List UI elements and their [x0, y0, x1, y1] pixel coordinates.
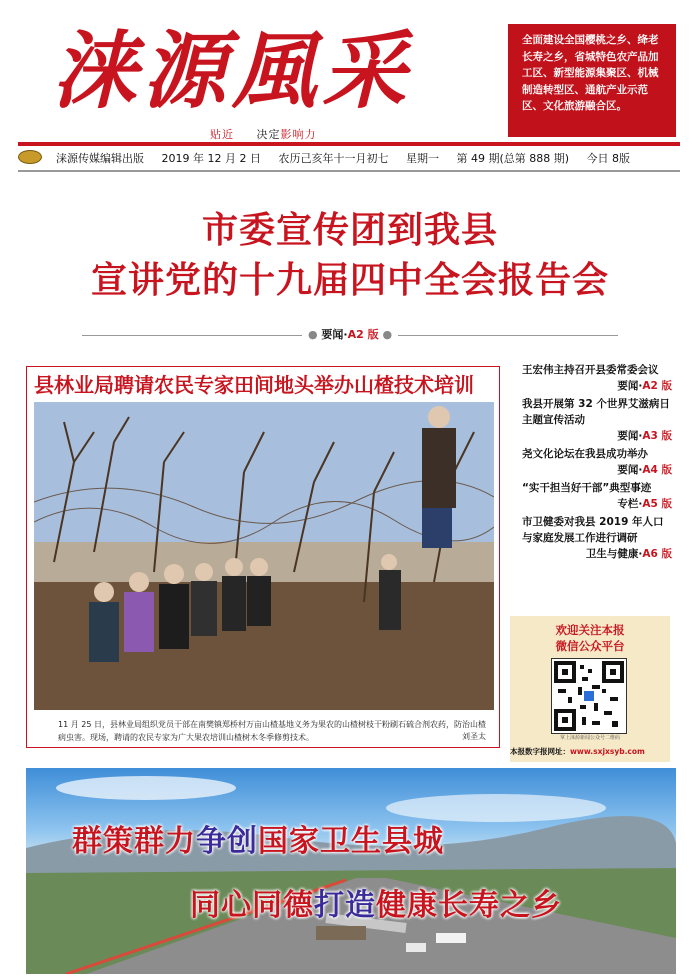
slogan-text: 群策群力	[72, 824, 196, 859]
slogan-highlight: 打造	[314, 888, 376, 923]
qr-code-icon[interactable]	[551, 658, 627, 734]
page-index	[512, 362, 672, 564]
feature-credit: 刘圣太	[462, 732, 486, 741]
index-item-title: 我县开展第 32 个世界艾滋病日主题宣传活动	[522, 398, 670, 426]
slogan-text: 国家卫生县城	[258, 824, 444, 859]
index-item[interactable]	[512, 514, 672, 562]
weekday: 星期一	[405, 152, 439, 165]
slogan-part3: 影响力	[280, 128, 317, 141]
digital-edition-url[interactable]	[510, 746, 680, 757]
index-item-ref	[512, 462, 672, 478]
ref-label: 卫生与健康·	[585, 548, 643, 560]
banner-landscape	[26, 768, 676, 974]
ref-page: A2 版	[642, 380, 672, 392]
orchard-photo-illustration	[34, 402, 494, 710]
url-link[interactable]: www.sxjxsyb.com	[570, 747, 645, 756]
ref-label: 要闻·	[617, 430, 643, 442]
publisher-logo-icon	[18, 150, 42, 164]
promo-box: 全面建设全国樱桃之乡、绛老长寿之乡，省城特色农产品加工区、新型能源集聚区、机械制造转型区、通航产业示范区、文化旅游融合区。	[508, 24, 676, 137]
bullet-icon: ●	[307, 328, 318, 341]
publisher: 涞源传媒编辑出版	[56, 152, 144, 165]
feature-caption: 11 月 25 日，县林业局组织党员干部在南樊镇郑桥村万亩山楂基地义务为果农的山楂树枝干粉刷石硫合剂农药，防治山楂病虫害。现场，聘请的农民专家为广大果农培训山楂树木冬季修剪技术。	[58, 720, 486, 742]
masthead-title: 涞源風采	[52, 21, 413, 120]
slogan-text: 同心同德	[190, 888, 314, 923]
index-item-title: 尧文化论坛在我县成功举办	[522, 448, 648, 460]
qr-caption: 掌上涞源新闻公众号二维码	[559, 735, 620, 741]
index-item[interactable]	[512, 446, 672, 478]
masthead-slogan	[210, 126, 316, 142]
headline-line2: 宣讲党的十九届四中全会报告会	[90, 260, 609, 301]
issue-number: 第 49 期(总第 888 期)	[456, 152, 570, 165]
ref-page: A2 版	[347, 328, 379, 341]
slogan-text: 健康长寿之乡	[376, 888, 562, 923]
url-label: 本报数字报网址：	[510, 747, 570, 756]
slogan-part1: 贴近	[210, 128, 234, 141]
index-item-ref	[512, 428, 672, 444]
headline-line1: 市委宣传团到我县	[201, 210, 498, 251]
index-item-title: “实干担当好干部”典型事迹	[522, 482, 652, 494]
issue-date: 2019 年 12 月 2 日	[161, 152, 261, 165]
bottom-banner	[26, 768, 676, 974]
slogan-highlight: 争创	[196, 824, 258, 859]
banner-slogan-line2	[190, 880, 562, 924]
qr-pattern	[552, 659, 626, 733]
qr-title-line1: 欢迎关注本报	[555, 623, 625, 637]
index-item-ref	[512, 378, 672, 394]
ref-page: A5 版	[642, 498, 672, 510]
ref-label: 要闻·	[617, 464, 643, 476]
index-item-title: 市卫健委对我县 2019 年人口与家庭发展工作进行调研	[522, 516, 664, 544]
ref-label: 要闻·	[617, 380, 643, 392]
ref-page: A3 版	[642, 430, 672, 442]
feature-photo	[34, 402, 494, 710]
qr-title-line2: 微信公众平台	[555, 639, 625, 653]
lead-headline[interactable]	[0, 206, 700, 306]
index-item-ref	[512, 496, 672, 512]
lunar-date: 农历己亥年十一月初七	[278, 152, 389, 165]
page-count: 今日 8版	[586, 152, 631, 165]
slogan-part2: 决定	[256, 128, 281, 141]
feature-title[interactable]: 县林业局聘请农民专家田间地头举办山楂技术培训	[34, 373, 474, 397]
divider-red	[18, 142, 680, 146]
ref-page: A6 版	[642, 548, 672, 560]
index-item[interactable]	[512, 480, 672, 512]
index-item[interactable]	[512, 362, 672, 394]
index-item-title: 王宏伟主持召开县委常委会议	[522, 364, 659, 376]
ref-page: A4 版	[642, 464, 672, 476]
headline-page-ref[interactable]	[0, 326, 700, 342]
divider-gray	[18, 170, 680, 172]
wechat-promo-title	[510, 622, 670, 654]
banner-slogan-line1	[72, 816, 444, 860]
ref-rule-right	[398, 335, 618, 336]
index-item[interactable]	[512, 396, 672, 444]
ref-label: 要闻·	[321, 328, 348, 341]
info-bar	[18, 148, 680, 170]
index-item-ref	[512, 546, 672, 562]
ref-rule-left	[82, 335, 302, 336]
ref-label: 专栏·	[617, 498, 643, 510]
bullet-icon: ●	[382, 328, 393, 341]
